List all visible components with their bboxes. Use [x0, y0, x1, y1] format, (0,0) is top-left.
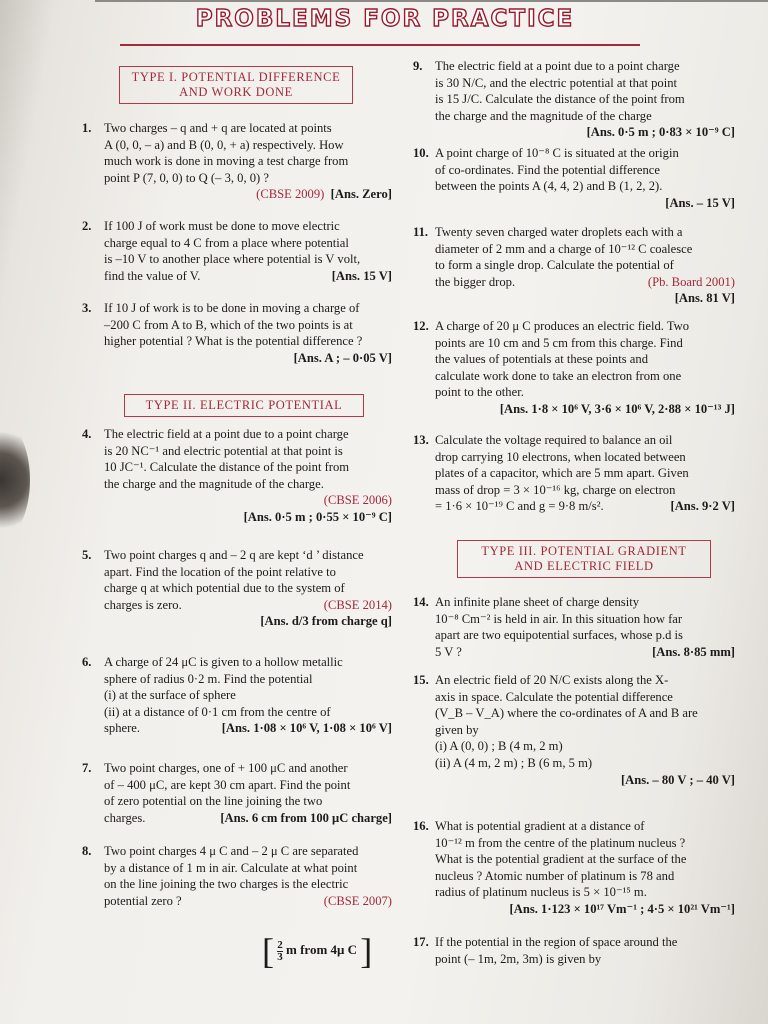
type-3-heading [457, 540, 711, 578]
question-text-line: Two point charges 4 μ C and – 2 μ C are separated [104, 844, 359, 858]
question-16 [413, 818, 735, 918]
binding-hole [0, 420, 30, 540]
question-text-line: What is potential gradient at a distance of [435, 819, 645, 833]
question-text-line: A charge of 20 μ C produces an electric field. Two [435, 319, 690, 333]
question-text-line: by a distance of 1 m in air. Calculate at what point [104, 860, 358, 875]
question-4 [82, 426, 392, 526]
question-text-line: Two point charges q and – 2 q are kept ‘d ’ distance [104, 548, 364, 562]
question-8 [82, 843, 392, 909]
type-3-line-1: TYPE III. POTENTIAL GRADIENT [481, 544, 687, 558]
question-text-line: is 30 N/C, and the electric potential at that point [435, 75, 678, 90]
question-text-line: plates of a capacitor, which are 5 mm apart. Given [435, 466, 689, 481]
answer: [Ans. – 80 V ; – 40 V] [620, 772, 735, 787]
source-tag: (Pb. Board 2001) [647, 274, 735, 289]
source-tag: (CBSE 2007) [323, 893, 392, 908]
question-text-line: given by [435, 722, 479, 737]
question-10 [413, 145, 735, 211]
answer: [Ans. 0·5 m ; 0·55 × 10⁻⁹ C] [243, 509, 392, 524]
question-text-line: A charge of 24 μC is given to a hollow metallic [104, 655, 343, 669]
answer: [Ans. 15 V] [331, 268, 392, 283]
type-2-heading [124, 394, 364, 417]
question-15 [413, 672, 735, 788]
question-text-line: mass of drop = 3 × 10⁻¹⁶ kg, charge on electron [435, 482, 676, 497]
question-text-line: is 15 J/C. Calculate the distance of the point from [435, 92, 685, 107]
question-text-line: (V_B – V_A) where the co-ordinates of A and B are [435, 706, 698, 721]
question-text-line: 10 JC⁻¹. Calculate the distance of the point from [104, 460, 350, 475]
question-text-line: A point charge of 10⁻⁸ C is situated at the origin [435, 146, 679, 160]
answer: [Ans. Zero] [330, 187, 392, 202]
question-text-line: An infinite plane sheet of charge density [435, 595, 640, 609]
question-text-line: is 20 NC⁻¹ and electric potential at that point is [104, 443, 343, 458]
question-text-line: apart. Find the location of the point relative to [104, 564, 336, 579]
answer: [Ans. A ; – 0·05 V] [293, 350, 392, 365]
question-text-line: Two point charges, one of + 100 μC and another [104, 761, 348, 775]
question-text-line: of co-ordinates. Find the potential difference [435, 162, 660, 177]
question-number: 11. [413, 225, 429, 239]
right-bracket: ] [360, 931, 373, 971]
answer: [Ans. – 15 V] [665, 195, 735, 210]
question-number: 2. [82, 219, 92, 233]
question-text-line: the values of potentials at these points and [435, 352, 648, 367]
question-text-line: Two charges – q and + q are located at points [104, 121, 332, 135]
answer: [Ans. 81 V] [674, 291, 735, 306]
answer: [Ans. 1·8 × 10⁶ V, 3·6 × 10⁶ V, 2·88 × 10⁻¹³ J] [499, 401, 735, 416]
question-text-line: –200 C from A to B, which of the two points is at [104, 317, 353, 332]
question-17 [413, 934, 735, 967]
question-text-line: = 1·6 × 10⁻¹⁹ C and g = 9·8 m/s². [435, 499, 604, 514]
question-text-line: (i) A (0, 0) ; B (4 m, 2 m) [435, 739, 563, 754]
question-text-line: point (– 1m, 2m, 3m) is given by [435, 951, 602, 966]
question-number: 13. [413, 433, 429, 447]
question-text-line: If 10 J of work is to be done in moving a charge of [104, 301, 360, 315]
question-text-line: much work is done in moving a test charge from [104, 154, 349, 169]
fraction-denominator: 3 [277, 950, 283, 963]
question-number: 7. [82, 761, 92, 775]
question-number: 1. [82, 121, 92, 135]
left-bracket: [ [262, 931, 274, 971]
question-number: 8. [82, 844, 92, 858]
question-text-line: diameter of 2 mm and a charge of 10⁻¹² C coalesce [435, 241, 693, 256]
question-text-line: between the points A (4, 4, 2) and B (1, 2, 2). [435, 179, 663, 194]
question-11 [413, 224, 735, 307]
question-12 [413, 318, 735, 418]
question-text-line: the charge and the magnitude of the charge [435, 108, 652, 123]
question-text-line: If the potential in the region of space around the [435, 935, 678, 949]
answer: [Ans. 9·2 V] [670, 499, 735, 514]
question-text-line: (i) at the surface of sphere [104, 688, 236, 703]
question-number: 5. [82, 548, 92, 562]
page-title: PROBLEMS FOR PRACTICE [195, 6, 575, 32]
question-text-line: on the line joining the two charges is the electric [104, 877, 349, 892]
question-text-line: potential zero ? [104, 893, 182, 908]
type-1-heading [119, 66, 353, 104]
question-text-line: 10⁻⁸ Cm⁻² is held in air. In this situation how far [435, 611, 683, 626]
question-text-line: point P (7, 0, 0) to Q (– 3, 0, 0) ? [104, 170, 269, 185]
question-number: 15. [413, 673, 429, 687]
top-rule [95, 0, 768, 2]
question-text-line: higher potential ? What is the potential difference ? [104, 334, 363, 349]
question-text-line: is –10 V to another place where potential is V volt, [104, 252, 361, 267]
type-2-label: TYPE II. ELECTRIC POTENTIAL [145, 398, 343, 412]
question-text-line: points are 10 cm and 5 cm from this charge. Find [435, 335, 683, 350]
question-text-line: charge equal to 4 C from a place where potential [104, 235, 349, 250]
answer: [Ans. 1·08 × 10⁶ V, 1·08 × 10⁶ V] [221, 721, 392, 736]
question-number: 3. [82, 301, 92, 315]
question-text-line: the bigger drop. [435, 274, 516, 289]
question-text-line: Calculate the voltage required to balance an oil [435, 433, 673, 447]
question-number: 9. [413, 59, 423, 73]
answer: m from 4μ C [286, 941, 358, 957]
question-text-line: (ii) at a distance of 0·1 cm from the centre of [104, 704, 331, 719]
question-14 [413, 594, 735, 660]
question-number: 6. [82, 655, 92, 669]
answer-fraction [277, 940, 283, 963]
question-text-line: 10⁻¹² m from the centre of the platinum nucleus ? [435, 835, 686, 850]
question-text-line: the charge and the magnitude of the charge. [104, 476, 324, 491]
fraction-numerator: 2 [277, 938, 283, 951]
type-1-line-1: TYPE I. POTENTIAL DIFFERENCE [131, 70, 341, 84]
question-number: 12. [413, 319, 429, 333]
question-number: 16. [413, 819, 429, 833]
question-text-line: charges is zero. [104, 597, 182, 612]
question-text-line: If 100 J of work must be done to move electric [104, 219, 340, 233]
question-number: 10. [413, 146, 429, 160]
question-text-line: of zero potential on the line joining the two [104, 794, 323, 809]
question-text-line: The electric field at a point due to a point charge [104, 427, 349, 441]
source-tag: (CBSE 2009) [256, 187, 325, 202]
question-text-line: drop carrying 10 electrons, when located between [435, 449, 686, 464]
answer: [Ans. 0·5 m ; 0·83 × 10⁻⁹ C] [586, 125, 735, 140]
question-number: 4. [82, 427, 92, 441]
question-text-line: to form a single drop. Calculate the potential of [435, 258, 674, 273]
question-text-line: calculate work done to take an electron from one [435, 368, 682, 383]
type-3-line-2: AND ELECTRIC FIELD [514, 559, 654, 573]
question-2 [82, 218, 392, 284]
question-13 [413, 432, 735, 515]
question-text-line: of – 400 μC, are kept 30 cm apart. Find the point [104, 777, 351, 792]
question-text-line: The electric field at a point due to a point charge [435, 59, 680, 73]
question-text-line: charges. [104, 810, 146, 825]
type-1-line-2: AND WORK DONE [179, 85, 293, 99]
question-5 [82, 547, 392, 630]
answer: [Ans. 8·85 mm] [652, 644, 735, 659]
question-text-line: charge q at which potential due to the system of [104, 581, 345, 596]
question-number: 17. [413, 935, 429, 949]
question-text-line: find the value of V. [104, 268, 201, 283]
question-number: 14. [413, 595, 429, 609]
question-text-line: (ii) A (4 m, 2 m) ; B (6 m, 5 m) [435, 755, 593, 770]
answer: [Ans. 1·123 × 10¹⁷ Vm⁻¹ ; 4·5 × 10²¹ Vm⁻¹] [509, 901, 735, 916]
question-text-line: sphere of radius 0·2 m. Find the potential [104, 671, 313, 686]
question-text-line: point to the other. [435, 385, 524, 400]
title-underline [120, 44, 640, 46]
question-text-line: axis in space. Calculate the potential difference [435, 689, 673, 704]
question-text-line: An electric field of 20 N/C exists along the X- [435, 673, 669, 687]
question-text-line: 5 V ? [435, 644, 462, 659]
question-text-line: What is the potential gradient at the surface of the [435, 852, 687, 867]
question-9 [413, 58, 735, 141]
answer: [Ans. 6 cm from 100 μC charge] [220, 810, 392, 825]
question-text-line: Twenty seven charged water droplets each with a [435, 225, 683, 239]
question-6 [82, 654, 392, 737]
source-tag: (CBSE 2014) [323, 597, 392, 612]
question-7 [82, 760, 392, 826]
question-8-answer [262, 933, 372, 969]
question-text-line: nucleus ? Atomic number of platinum is 78 and [435, 868, 675, 883]
question-3 [82, 300, 392, 366]
question-text-line: A (0, 0, – a) and B (0, 0, + a) respectively. How [104, 137, 344, 152]
question-text-line: apart are two equipotential surfaces, whose p.d is [435, 628, 683, 643]
answer: [Ans. d/3 from charge q] [260, 614, 392, 629]
question-text-line: sphere. [104, 721, 141, 736]
source-tag: (CBSE 2006) [323, 493, 392, 508]
question-text-line: radius of platinum nucleus is 5 × 10⁻¹⁵ m. [435, 885, 647, 900]
question-1 [82, 120, 392, 203]
